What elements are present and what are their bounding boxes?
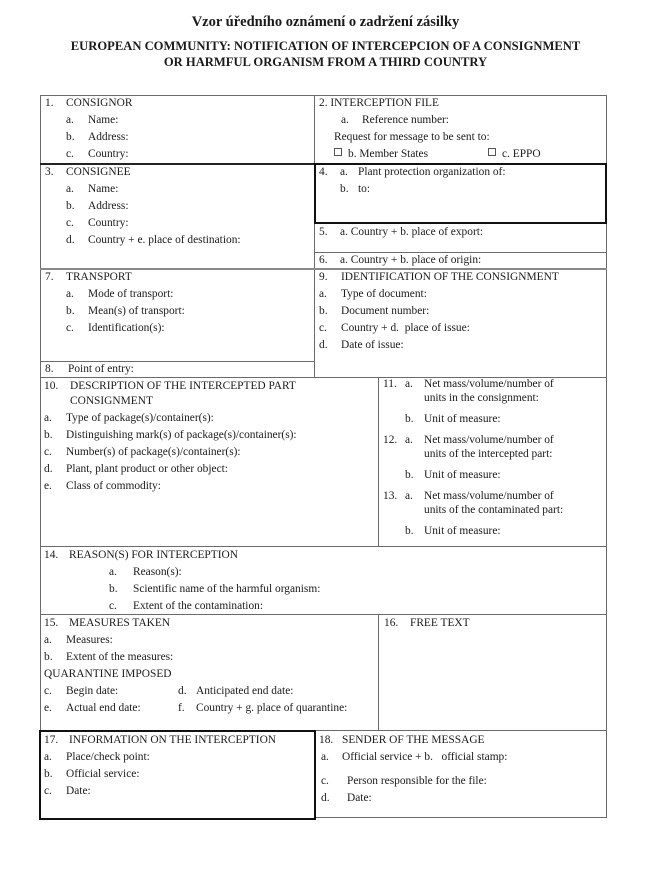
member-states-label: b. Member States [348,148,429,160]
place-of-origin-field[interactable]: a. Country + b. place of origin: [340,254,482,266]
item-letter: f. [178,702,185,714]
item-letter: d. [178,685,187,697]
net-mass-consignment-cont: units in the consignment: [424,392,539,404]
box-18-number: 18. [319,734,334,746]
item-letter: b. [319,305,328,317]
subtitle-line-2: OR HARMFUL ORGANISM FROM A THIRD COUNTRY [163,54,488,69]
box-8-number: 8. [45,363,54,375]
box-7-number: 7. [45,271,54,283]
distinguishing-marks-field[interactable]: Distinguishing mark(s) of package(s)/container(s): [66,429,297,441]
item-letter: b. [405,413,414,425]
item-letter: a. [66,183,74,195]
border-left [40,95,41,820]
border-top [40,95,607,96]
reference-number-field[interactable]: Reference number: [362,114,449,126]
box-15-number: 15. [44,617,59,629]
box-10-number: 10. [44,380,59,392]
box-9-number: 9. [319,271,328,283]
point-of-entry-field[interactable]: Point of entry: [68,363,134,375]
item-letter: a. [321,751,329,763]
box-5-number: 5. [319,226,328,238]
box-15-title: MEASURES TAKEN [69,617,171,629]
divider-10-11-vertical [378,377,379,546]
consignor-address-field[interactable]: Address: [88,131,129,143]
package-type-field[interactable]: Type of package(s)/container(s): [66,412,214,424]
unit-of-measure-13-field[interactable]: Unit of measure: [424,525,501,537]
item-letter: b. [44,651,53,663]
item-letter: c. [319,322,327,334]
box-14-number: 14. [44,549,59,561]
page-title: Vzor úředního oznámení o zadržení zásilky [191,14,460,30]
divider-7-8 [40,361,315,362]
item-letter: b. [340,183,349,195]
contamination-extent-field[interactable]: Extent of the contamination: [133,600,264,612]
date-of-issue-field[interactable]: Date of issue: [341,339,404,351]
begin-date-field[interactable]: Begin date: [66,685,119,697]
actual-end-date-field[interactable]: Actual end date: [66,702,141,714]
subtitle-line-1: EUROPEAN COMMUNITY: NOTIFICATION OF INTERCEPCION OF A CONSIGNMENT [70,39,581,53]
item-letter: d. [44,463,53,475]
unit-of-measure-11-field[interactable]: Unit of measure: [424,413,501,425]
box-3-title: CONSIGNEE [66,166,131,178]
document-number-field[interactable]: Document number: [341,305,430,317]
box-16-title: FREE TEXT [410,617,470,629]
item-letter: d. [321,792,330,804]
item-letter: e. [44,480,52,492]
box-11-number: 11. [383,378,397,390]
divider-3-7 [40,268,607,270]
member-states-checkbox[interactable] [334,148,428,160]
consignor-country-field[interactable]: Country: [88,148,129,160]
box-10-title-cont: CONSIGNMENT [70,395,153,407]
item-letter: b. [405,469,414,481]
quarantine-place-field[interactable]: Country + g. place of quarantine: [196,702,348,714]
plant-protection-org-field[interactable]: Plant protection organization of: [358,166,506,178]
scientific-name-field[interactable]: Scientific name of the harmful organism: [133,583,321,595]
box-14-title: REASON(S) FOR INTERCEPTION [69,549,238,561]
item-letter: c. [66,322,74,334]
consignee-name-field[interactable]: Name: [88,183,119,195]
item-letter: a. [405,378,413,390]
box-6-number: 6. [319,254,328,266]
reasons-field[interactable]: Reason(s): [133,566,182,578]
mode-of-transport-field[interactable]: Mode of transport: [88,288,174,300]
border-bottom-right [314,817,607,818]
item-letter: b. [405,525,414,537]
place-of-issue-field[interactable]: Country + d. place of issue: [341,322,470,334]
box-17-title: INFORMATION ON THE INTERCEPTION [69,734,277,746]
unit-of-measure-12-field[interactable]: Unit of measure: [424,469,501,481]
item-letter: c. [44,685,52,697]
divider-14-15 [40,614,607,615]
sender-date-field[interactable]: Date: [347,792,372,804]
item-letter: b. [109,583,118,595]
box-12-number: 12. [383,434,398,446]
plant-product-field[interactable]: Plant, plant product or other object: [66,463,228,475]
box-3-number: 3. [45,166,54,178]
request-label: Request for message to be sent to: [334,131,490,143]
item-letter: a. [66,288,74,300]
net-mass-intercepted-field[interactable]: Net mass/volume/number of [424,434,554,446]
box-17-number: 17. [44,734,59,746]
plant-protection-to-field[interactable]: to: [358,183,371,195]
box-4-number: 4. [319,166,328,178]
item-letter: d. [319,339,328,351]
item-letter: c. [66,148,74,160]
eppo-checkbox[interactable] [488,148,541,160]
item-letter: a. [319,288,327,300]
box-18-title: SENDER OF THE MESSAGE [342,734,485,746]
place-of-export-field[interactable]: a. Country + b. place of export: [340,226,484,238]
divider-15-16-vertical [378,614,379,731]
official-service-field[interactable]: Official service: [66,768,140,780]
item-letter: b. [44,429,53,441]
net-mass-contaminated-cont: units of the contaminated part: [424,504,564,516]
identification-field[interactable]: Identification(s): [88,322,165,334]
check-point-field[interactable]: Place/check point: [66,751,150,763]
box-1-title: CONSIGNOR [66,97,133,109]
divider-top-vertical [314,95,315,378]
box-16-number: 16. [384,617,399,629]
divider-5-6 [314,252,607,253]
item-letter: c. [109,600,117,612]
item-letter: a. [44,751,52,763]
means-of-transport-field[interactable]: Mean(s) of transport: [88,305,185,317]
measures-extent-field[interactable]: Extent of the measures: [66,651,174,663]
divider-1-3 [40,163,315,165]
item-letter: a. [66,114,74,126]
consignee-country-field[interactable]: Country: [88,217,129,229]
consignee-address-field[interactable]: Address: [88,200,129,212]
item-letter: b. [66,131,75,143]
item-letter: c. [44,785,52,797]
item-letter: c. [66,217,74,229]
item-letter: c. [44,446,52,458]
form-subtitle [0,39,651,70]
net-mass-consignment-field[interactable]: Net mass/volume/number of [424,378,554,390]
box-13-number: 13. [383,490,398,502]
item-letter: a. [341,114,349,126]
item-letter: a. [340,166,348,178]
divider-10-14 [40,546,607,547]
box-10-title: DESCRIPTION OF THE INTERCEPTED PART [70,380,296,392]
consignor-name-field[interactable]: Name: [88,114,119,126]
measures-field[interactable]: Measures: [66,634,113,646]
item-letter: d. [66,234,75,246]
item-letter: a. [405,490,413,502]
net-mass-intercepted-cont: units of the intercepted part: [424,448,553,460]
item-letter: e. [44,702,52,714]
item-letter: a. [109,566,117,578]
item-letter: b. [44,768,53,780]
anticipated-end-date-field[interactable]: Anticipated end date: [196,685,294,697]
item-letter: c. [321,775,329,787]
person-responsible-field[interactable]: Person responsible for the file: [347,775,487,787]
commodity-class-field[interactable]: Class of commodity: [66,480,161,492]
box-1-number: 1. [45,97,54,109]
item-letter: a. [405,434,413,446]
sender-service-stamp-field[interactable]: Official service + b. official stamp: [342,751,508,763]
net-mass-contaminated-field[interactable]: Net mass/volume/number of [424,490,554,502]
item-letter: a. [44,412,52,424]
package-number-field[interactable]: Number(s) of package(s)/container(s): [66,446,241,458]
box-9-title: IDENTIFICATION OF THE CONSIGNMENT [341,271,559,283]
item-letter: b. [66,305,75,317]
box-2-title: 2. INTERCEPTION FILE [319,97,439,109]
checkbox-icon[interactable] [488,148,496,156]
item-letter: b. [66,200,75,212]
destination-field[interactable]: Country + e. place of destination: [88,234,241,246]
item-letter: a. [44,634,52,646]
interception-date-field[interactable]: Date: [66,785,91,797]
checkbox-icon[interactable] [334,148,342,156]
document-type-field[interactable]: Type of document: [341,288,427,300]
eppo-label: c. EPPO [502,148,541,160]
box-7-title: TRANSPORT [66,271,132,283]
quarantine-heading: QUARANTINE IMPOSED [44,668,172,680]
